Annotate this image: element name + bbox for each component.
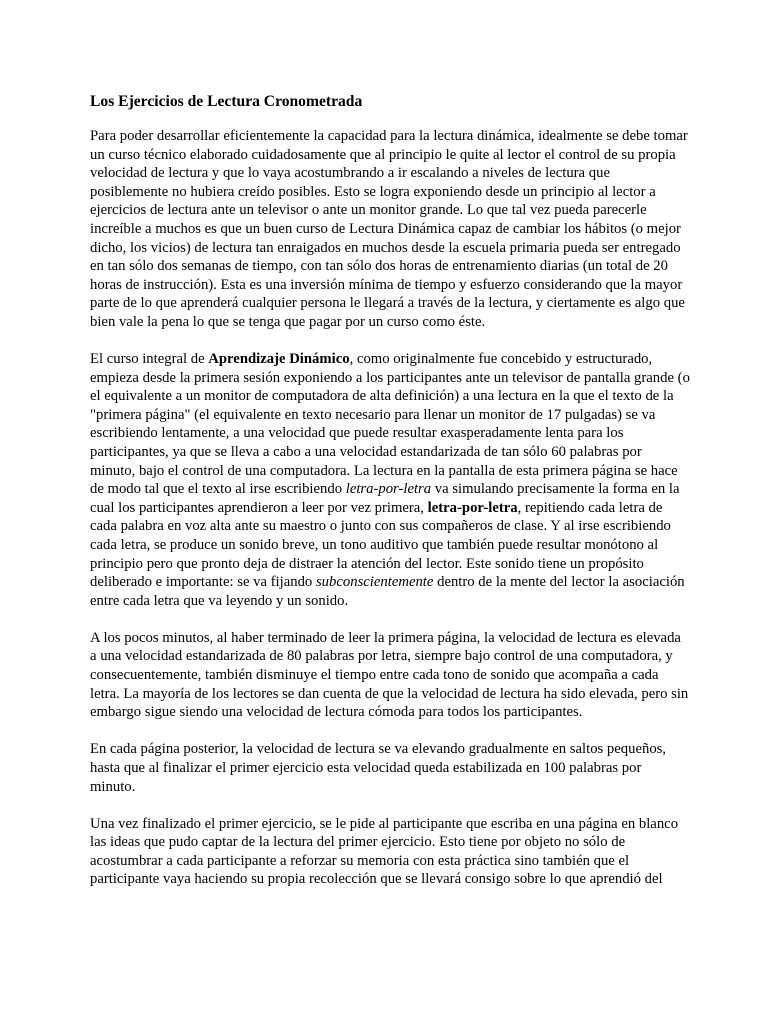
paragraph-5: Una vez finalizado el primer ejercicio, se le pide al participante que escriba en una página en blanco las ideas que pudo captar de la lectura del primer ejercicio. Esto tiene por objeto no sólo de acostumbrar a cada participante a reforzar su memoria con esta práctica sino también que el participante vaya haciendo su propia recolección que se llevará consigo sobre lo que aprendió del [90,815,679,888]
paragraph-2-text-2: , como originalmente fue concebido y estructurado, empieza desde la primera sesión exponiendo a los participantes ante un televisor de pantalla grande (o el equivalente a un monitor de computadora de alta definición) a una lectura en la que el texto de la "primera página" (el equivalente en texto necesario para llenar un monitor de 17 pulgadas) se va escribiendo lentamente, a una velocidad que puede resultar exasperadamente lenta para los participantes, ya que se lleva a cabo a una velocidad estandarizada de tan sólo 60 palabras por minuto, bajo el control de una computadora. La lectura en la pantalla de esta primera página se hace de modo tal que el texto al irse escribiendo [90,351,690,498]
document-title: Los Ejercicios de Lectura Cronometrada [90,93,363,110]
document-page [90,92,690,907]
paragraph-2-text-3: va simulando precisamente la forma en la cual los participantes aprendieron a leer por vez primera, [90,481,680,516]
letra-por-letra-italic: letra-por-letra [345,481,432,498]
paragraph-2-text-5: dentro de la mente del lector la asociación entre cada letra que va leyendo y un sonido. [90,574,685,609]
subconscientemente-italic: subconscientemente [315,574,434,591]
paragraph-1: Para poder desarrollar eficientemente la capacidad para la lectura dinámica, idealmente se debe tomar un curso técnico elaborado cuidadosamente que al principio le quite al lector el control de su propia velocidad de lectura y que lo vaya acostumbrando a ir escalando a niveles de lectura que posiblemente no hubiera creído posibles. Esto se logra exponiendo desde un principio al lector a ejercicios de lectura ante un televisor o ante un monitor grande. Lo que tal vez pueda parecerle increíble a muchos es que un buen curso de Lectura Dinámica capaz de cambiar los hábitos (o mejor dicho, los vicios) de lectura tan enraigados en muchos desde la escuela primaria pueda ser entregado en tan sólo dos semanas de tiempo, con tan sólo dos horas de entrenamiento diarias (un total de 20 horas de instrucción). Esta es una inversión mínima de tiempo y esfuerzo considerando que la mayor parte de lo que aprenderá cualquier persona le llegará a través de la lectura, y ciertamente es algo que bien vale la pena lo que se tenga que pagar por un curso como éste. [90,128,688,330]
paragraph-4: En cada página posterior, la velocidad de lectura se va elevando gradualmente en saltos pequeños, hasta que al finalizar el primer ejercicio esta velocidad queda estabilizada en 100 palabras por minuto. [90,741,667,795]
paragraph-2 [90,350,690,610]
paragraph-3: A los pocos minutos, al haber terminado de leer la primera página, la velocidad de lectura es elevada a una velocidad estandarizada de 80 palabras por letra, siempre bajo control de una computadora, y consecuentemente, también disminuye el tiempo entre cada tono de sonido que acompaña a cada letra. La mayoría de los lectores se dan cuenta de que la velocidad de lectura ha sido elevada, pero sin embargo sigue siendo una velocidad de lectura cómoda para todos los participantes. [90,629,689,721]
course-name-bold: Aprendizaje Dinámico [208,351,350,368]
paragraph-2-text-4: , repitiendo cada letra de cada palabra en voz alta ante su maestro o junto con sus compañeros de clase. Y al irse escribiendo cada letra, se produce un sonido breve, un tono auditivo que también puede resultar monótono al principio pero que pronto deja de distraer la atención del lector. Este sonido tiene un propósito deliberado e importante: se va fijando [90,499,671,591]
letra-por-letra-bold: letra-por-letra [427,499,518,516]
paragraph-2-text-1: El curso integral de [90,351,209,368]
